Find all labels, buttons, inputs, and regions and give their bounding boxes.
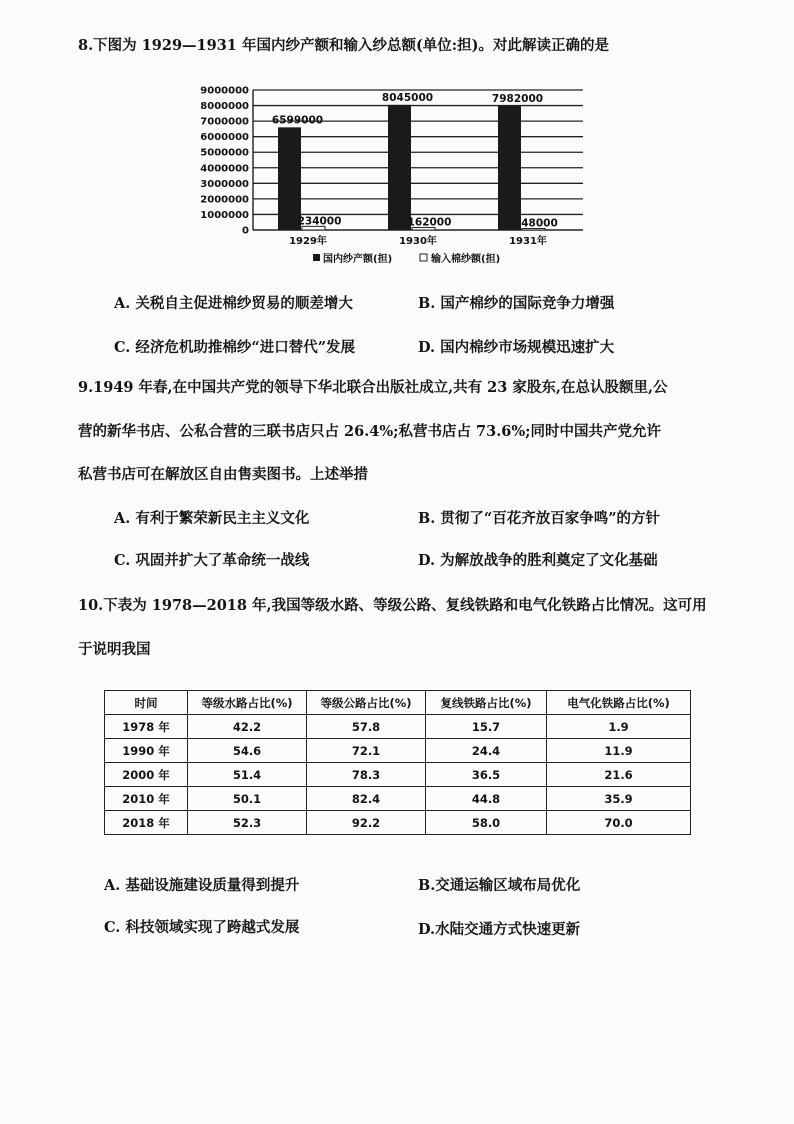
table-cell: 2018 年 (105, 811, 188, 835)
table-cell: 50.1 (188, 787, 307, 811)
q8-option-b: B. 国产棉纱的国际竞争力增强 (418, 295, 615, 312)
data-label: 234000 (297, 215, 342, 228)
q10-option-d: D.水陆交通方式快速更新 (418, 921, 581, 938)
table-cell: 57.8 (307, 715, 426, 739)
table-cell: 1978 年 (105, 715, 188, 739)
railway-ratio-table (104, 690, 691, 835)
x-tick-label: 1930年 (399, 236, 437, 247)
bar-domestic-yarn (498, 106, 521, 230)
y-tick-label: 9000000 (200, 85, 249, 97)
q9-option-b: B. 贯彻了“百花齐放百家争鸣”的方针 (418, 510, 661, 527)
q9-option-c: C. 巩固并扩大了革命统一战线 (114, 552, 310, 569)
table-row (105, 763, 691, 787)
y-tick-label: 1000000 (200, 209, 249, 221)
table-cell: 54.6 (188, 739, 307, 763)
q10-option-c: C. 科技领域实现了跨越式发展 (104, 919, 300, 936)
table-cell: 44.8 (426, 787, 547, 811)
table-cell: 15.7 (426, 715, 547, 739)
x-tick-label: 1929年 (289, 236, 327, 247)
table-cell: 21.6 (547, 763, 691, 787)
table-cell: 70.0 (547, 811, 691, 835)
y-tick-label: 4000000 (200, 163, 249, 175)
q10-option-a: A. 基础设施建设质量得到提升 (104, 877, 300, 894)
q10-line-2: 于说明我国 (78, 641, 151, 658)
y-tick-label: 2000000 (200, 194, 249, 206)
table-cell: 11.9 (547, 739, 691, 763)
table-row (105, 715, 691, 739)
table-header-row (105, 691, 691, 715)
bar-domestic-yarn (388, 105, 411, 230)
legend-swatch-domestic (313, 254, 320, 261)
q8-option-c: C. 经济危机助推棉纱“进口替代”发展 (114, 339, 356, 356)
table-cell: 24.4 (426, 739, 547, 763)
table-header-cell: 复线铁路占比(%) (426, 691, 547, 715)
q9-line-1: 9.1949 年春,在中国共产党的领导下华北联合出版社成立,共有 23 家股东,在总认股额里,公 (78, 379, 668, 396)
table-header-cell: 等级水路占比(%) (188, 691, 307, 715)
legend-swatch-imported (420, 254, 427, 261)
q9-line-3: 私营书店可在解放区自由售卖图书。上述举措 (78, 466, 368, 483)
table-cell: 78.3 (307, 763, 426, 787)
y-tick-label: 7000000 (200, 116, 249, 128)
table-cell: 51.4 (188, 763, 307, 787)
table-cell: 2010 年 (105, 787, 188, 811)
q10-line-1: 10.下表为 1978—2018 年,我国等级水路、等级公路、复线铁路和电气化铁路占比情况。这可用 (78, 597, 707, 614)
data-label: 8045000 (381, 91, 434, 104)
table-cell: 1.9 (547, 715, 691, 739)
q10-option-b: B.交通运输区域布局优化 (418, 877, 581, 894)
q8-stem: 8.下图为 1929—1931 年国内纱产额和输入纱总额(单位:担)。对此解读正确的是 (78, 37, 610, 54)
table-cell: 72.1 (307, 739, 426, 763)
y-tick-label: 5000000 (200, 147, 249, 159)
table-header-cell: 等级公路占比(%) (307, 691, 426, 715)
q8-option-a: A. 关税自主促进棉纱贸易的顺差增大 (114, 295, 353, 312)
cotton-yarn-bar-chart (195, 80, 615, 270)
table-header-cell: 电气化铁路占比(%) (547, 691, 691, 715)
data-label: 7982000 (491, 92, 544, 105)
data-label: 6599000 (271, 114, 324, 127)
table-cell: 42.2 (188, 715, 307, 739)
x-tick-label: 1931年 (509, 236, 547, 247)
table-row (105, 787, 691, 811)
y-tick-label: 3000000 (200, 178, 249, 190)
table-cell: 92.2 (307, 811, 426, 835)
q9-line-2: 营的新华书店、公私合营的三联书店只占 26.4%;私营书店占 73.6%;同时中国共产党允许 (78, 423, 661, 440)
table-cell: 35.9 (547, 787, 691, 811)
table-row (105, 811, 691, 835)
q9-option-d: D. 为解放战争的胜利奠定了文化基础 (418, 552, 658, 569)
data-label: 48000 (521, 217, 558, 230)
table-cell: 36.5 (426, 763, 547, 787)
q9-option-a: A. 有利于繁荣新民主主义文化 (114, 510, 310, 527)
q8-option-d: D. 国内棉纱市场规模迅速扩大 (418, 339, 615, 356)
legend-label: 输入棉纱额(担) (431, 254, 501, 265)
table-row (105, 739, 691, 763)
y-tick-label: 0 (242, 225, 249, 237)
legend-label: 国内纱产额(担) (323, 254, 393, 265)
data-label: 162000 (407, 216, 452, 229)
table-cell: 2000 年 (105, 763, 188, 787)
table-cell: 58.0 (426, 811, 547, 835)
table-cell: 1990 年 (105, 739, 188, 763)
table-cell: 82.4 (307, 787, 426, 811)
y-tick-label: 8000000 (200, 101, 249, 113)
table-cell: 52.3 (188, 811, 307, 835)
table-header-cell: 时间 (105, 691, 188, 715)
y-tick-label: 6000000 (200, 132, 249, 144)
